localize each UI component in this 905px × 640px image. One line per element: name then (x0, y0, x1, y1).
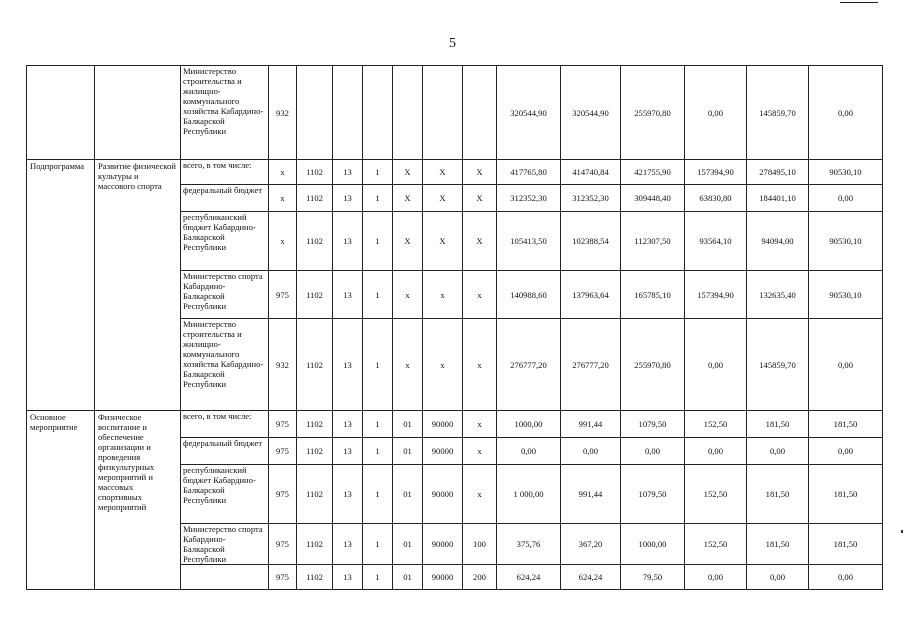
code-cell-vr: X (463, 185, 497, 212)
code-cell-pr: 13 (333, 271, 363, 319)
value-cell: 94094,00 (747, 212, 809, 271)
value-cell: 157394,90 (685, 160, 747, 185)
code-cell-rz: 1102 (297, 271, 333, 319)
value-cell: 93564,10 (685, 212, 747, 271)
event-status: Основное мероприятие (27, 411, 95, 590)
code-cell-p1: 1 (363, 271, 393, 319)
value-cell: 312352,30 (497, 185, 561, 212)
code-cell-p3: X (423, 160, 463, 185)
code-cell-pr: 13 (333, 411, 363, 438)
code-cell-p1 (363, 66, 393, 160)
code-cell-p1: 1 (363, 212, 393, 271)
value-cell: 1000,00 (497, 411, 561, 438)
code-cell-p2: x (393, 319, 423, 411)
value-cell: 181,50 (809, 411, 883, 438)
code-cell-p1: 1 (363, 185, 393, 212)
code-cell-rz: 1102 (297, 319, 333, 411)
code-cell-rz: 1102 (297, 565, 333, 590)
value-cell: 102388,54 (561, 212, 621, 271)
value-cell: 137963,64 (561, 271, 621, 319)
value-cell: 152,50 (685, 524, 747, 565)
value-cell: 181,50 (747, 524, 809, 565)
value-cell: 0,00 (809, 185, 883, 212)
code-cell-p2: 01 (393, 524, 423, 565)
page-number: 5 (449, 36, 456, 51)
org-cell: Министерство спорта Кабардино-Балкарской Республики (181, 271, 269, 319)
code-cell-grbs: 975 (269, 524, 297, 565)
margin-mark (901, 530, 903, 533)
value-cell: 184401,10 (747, 185, 809, 212)
code-cell-p3: X (423, 212, 463, 271)
code-cell-p1: 1 (363, 411, 393, 438)
org-cell: всего, в том числе: (181, 160, 269, 185)
code-cell-vr: X (463, 160, 497, 185)
value-cell: 312352,30 (561, 185, 621, 212)
code-cell-grbs: x (269, 212, 297, 271)
value-cell: 90530,10 (809, 212, 883, 271)
code-cell-grbs: 932 (269, 66, 297, 160)
code-cell-p2: X (393, 160, 423, 185)
org-cell: Министерство спорта Кабардино-Балкарской Республики (181, 524, 269, 565)
value-cell: 320544,90 (497, 66, 561, 160)
value-cell: 991,44 (561, 465, 621, 524)
value-cell: 0,00 (809, 66, 883, 160)
value-cell: 421755,90 (621, 160, 685, 185)
subprogram-name: Развитие физической культуры и массового спорта (95, 160, 181, 411)
code-cell-vr (463, 66, 497, 160)
code-cell-vr: 100 (463, 524, 497, 565)
org-cell: республиканский бюджет Кабардино-Балкарской Республики (181, 465, 269, 524)
code-cell-p2: X (393, 185, 423, 212)
code-cell-rz: 1102 (297, 411, 333, 438)
code-cell-p3: 90000 (423, 411, 463, 438)
value-cell: 105413,50 (497, 212, 561, 271)
code-cell-grbs: 975 (269, 271, 297, 319)
value-cell: 181,50 (747, 411, 809, 438)
code-cell-p2: X (393, 212, 423, 271)
code-cell-vr: x (463, 465, 497, 524)
code-cell-pr: 13 (333, 465, 363, 524)
org-cell: республиканский бюджет Кабардино-Балкарской Республики (181, 212, 269, 271)
value-cell: 0,00 (747, 438, 809, 465)
code-cell-vr: 200 (463, 565, 497, 590)
code-cell-vr: x (463, 411, 497, 438)
status-cell (27, 66, 95, 160)
value-cell: 0,00 (685, 565, 747, 590)
top-rule (840, 2, 878, 3)
budget-table (26, 65, 883, 590)
table-row (27, 66, 883, 160)
value-cell: 181,50 (809, 465, 883, 524)
name-cell (95, 66, 181, 160)
code-cell-p2 (393, 66, 423, 160)
code-cell-p3: X (423, 185, 463, 212)
value-cell: 414740,84 (561, 160, 621, 185)
value-cell: 181,50 (809, 524, 883, 565)
value-cell: 367,20 (561, 524, 621, 565)
code-cell-p3: x (423, 271, 463, 319)
code-cell-grbs: 975 (269, 411, 297, 438)
value-cell: 0,00 (809, 319, 883, 411)
value-cell: 145859,70 (747, 66, 809, 160)
value-cell: 1079,50 (621, 465, 685, 524)
code-cell-p2: 01 (393, 465, 423, 524)
value-cell: 90530,10 (809, 160, 883, 185)
table-row (27, 160, 883, 185)
code-cell-vr: X (463, 212, 497, 271)
value-cell: 0,00 (685, 66, 747, 160)
value-cell: 255970,80 (621, 319, 685, 411)
org-cell: федеральный бюджет (181, 438, 269, 465)
value-cell: 276777,20 (497, 319, 561, 411)
code-cell-pr: 13 (333, 565, 363, 590)
code-cell-p3: 90000 (423, 565, 463, 590)
code-cell-p3: 90000 (423, 438, 463, 465)
value-cell: 1079,50 (621, 411, 685, 438)
code-cell-pr: 13 (333, 524, 363, 565)
value-cell: 152,50 (685, 465, 747, 524)
value-cell: 417765,80 (497, 160, 561, 185)
org-cell: Министерство строительства и жилищно-коммунального хозяйства Кабардино-Балкарской Республики (181, 66, 269, 160)
code-cell-rz: 1102 (297, 185, 333, 212)
value-cell: 1000,00 (621, 524, 685, 565)
code-cell-grbs: x (269, 185, 297, 212)
code-cell-vr: x (463, 319, 497, 411)
code-cell-rz (297, 66, 333, 160)
code-cell-grbs: x (269, 160, 297, 185)
value-cell: 0,00 (685, 438, 747, 465)
value-cell: 79,50 (621, 565, 685, 590)
value-cell: 0,00 (561, 438, 621, 465)
value-cell: 276777,20 (561, 319, 621, 411)
code-cell-p3: x (423, 319, 463, 411)
org-cell: всего, в том числе: (181, 411, 269, 438)
value-cell: 0,00 (497, 438, 561, 465)
value-cell: 1 000,00 (497, 465, 561, 524)
code-cell-p1: 1 (363, 160, 393, 185)
code-cell-p2: 01 (393, 411, 423, 438)
code-cell-p2: 01 (393, 565, 423, 590)
value-cell: 624,24 (561, 565, 621, 590)
code-cell-rz: 1102 (297, 160, 333, 185)
code-cell-p1: 1 (363, 319, 393, 411)
value-cell: 0,00 (621, 438, 685, 465)
code-cell-grbs: 975 (269, 438, 297, 465)
code-cell-pr: 13 (333, 319, 363, 411)
value-cell: 63830,80 (685, 185, 747, 212)
value-cell: 0,00 (809, 565, 883, 590)
code-cell-grbs: 932 (269, 319, 297, 411)
code-cell-rz: 1102 (297, 212, 333, 271)
value-cell: 0,00 (685, 319, 747, 411)
code-cell-pr: 13 (333, 185, 363, 212)
value-cell: 624,24 (497, 565, 561, 590)
event-name: Физическое воспитание и обеспечение организации и проведения физкультурных мероприятий и массовых спортивных мероприятий (95, 411, 181, 590)
code-cell-vr: x (463, 438, 497, 465)
value-cell: 152,50 (685, 411, 747, 438)
value-cell: 181,50 (747, 465, 809, 524)
subprogram-status: Подпрограмма (27, 160, 95, 411)
org-cell: федеральный бюджет (181, 185, 269, 212)
table-row (27, 411, 883, 438)
code-cell-p3: 90000 (423, 524, 463, 565)
value-cell: 165785,10 (621, 271, 685, 319)
code-cell-grbs: 975 (269, 565, 297, 590)
value-cell: 90530,10 (809, 271, 883, 319)
code-cell-pr: 13 (333, 160, 363, 185)
value-cell: 145859,70 (747, 319, 809, 411)
code-cell-rz: 1102 (297, 465, 333, 524)
value-cell: 309448,40 (621, 185, 685, 212)
code-cell-p1: 1 (363, 465, 393, 524)
code-cell-grbs: 975 (269, 465, 297, 524)
code-cell-p1: 1 (363, 524, 393, 565)
value-cell: 0,00 (809, 438, 883, 465)
value-cell: 375,76 (497, 524, 561, 565)
code-cell-p1: 1 (363, 565, 393, 590)
code-cell-vr: x (463, 271, 497, 319)
value-cell: 140988,60 (497, 271, 561, 319)
code-cell-pr: 13 (333, 438, 363, 465)
org-cell (181, 565, 269, 590)
org-cell: Министерство строительства и жилищно-коммунального хозяйства Кабардино-Балкарской Республики (181, 319, 269, 411)
value-cell: 278495,10 (747, 160, 809, 185)
code-cell-pr: 13 (333, 212, 363, 271)
code-cell-p2: x (393, 271, 423, 319)
code-cell-rz: 1102 (297, 438, 333, 465)
value-cell: 255970,80 (621, 66, 685, 160)
value-cell: 320544,90 (561, 66, 621, 160)
value-cell: 132635,40 (747, 271, 809, 319)
code-cell-rz: 1102 (297, 524, 333, 565)
code-cell-p1: 1 (363, 438, 393, 465)
code-cell-p2: 01 (393, 438, 423, 465)
code-cell-p3: 90000 (423, 465, 463, 524)
value-cell: 157394,90 (685, 271, 747, 319)
value-cell: 0,00 (747, 565, 809, 590)
value-cell: 112307,50 (621, 212, 685, 271)
code-cell-p3 (423, 66, 463, 160)
value-cell: 991,44 (561, 411, 621, 438)
code-cell-pr (333, 66, 363, 160)
